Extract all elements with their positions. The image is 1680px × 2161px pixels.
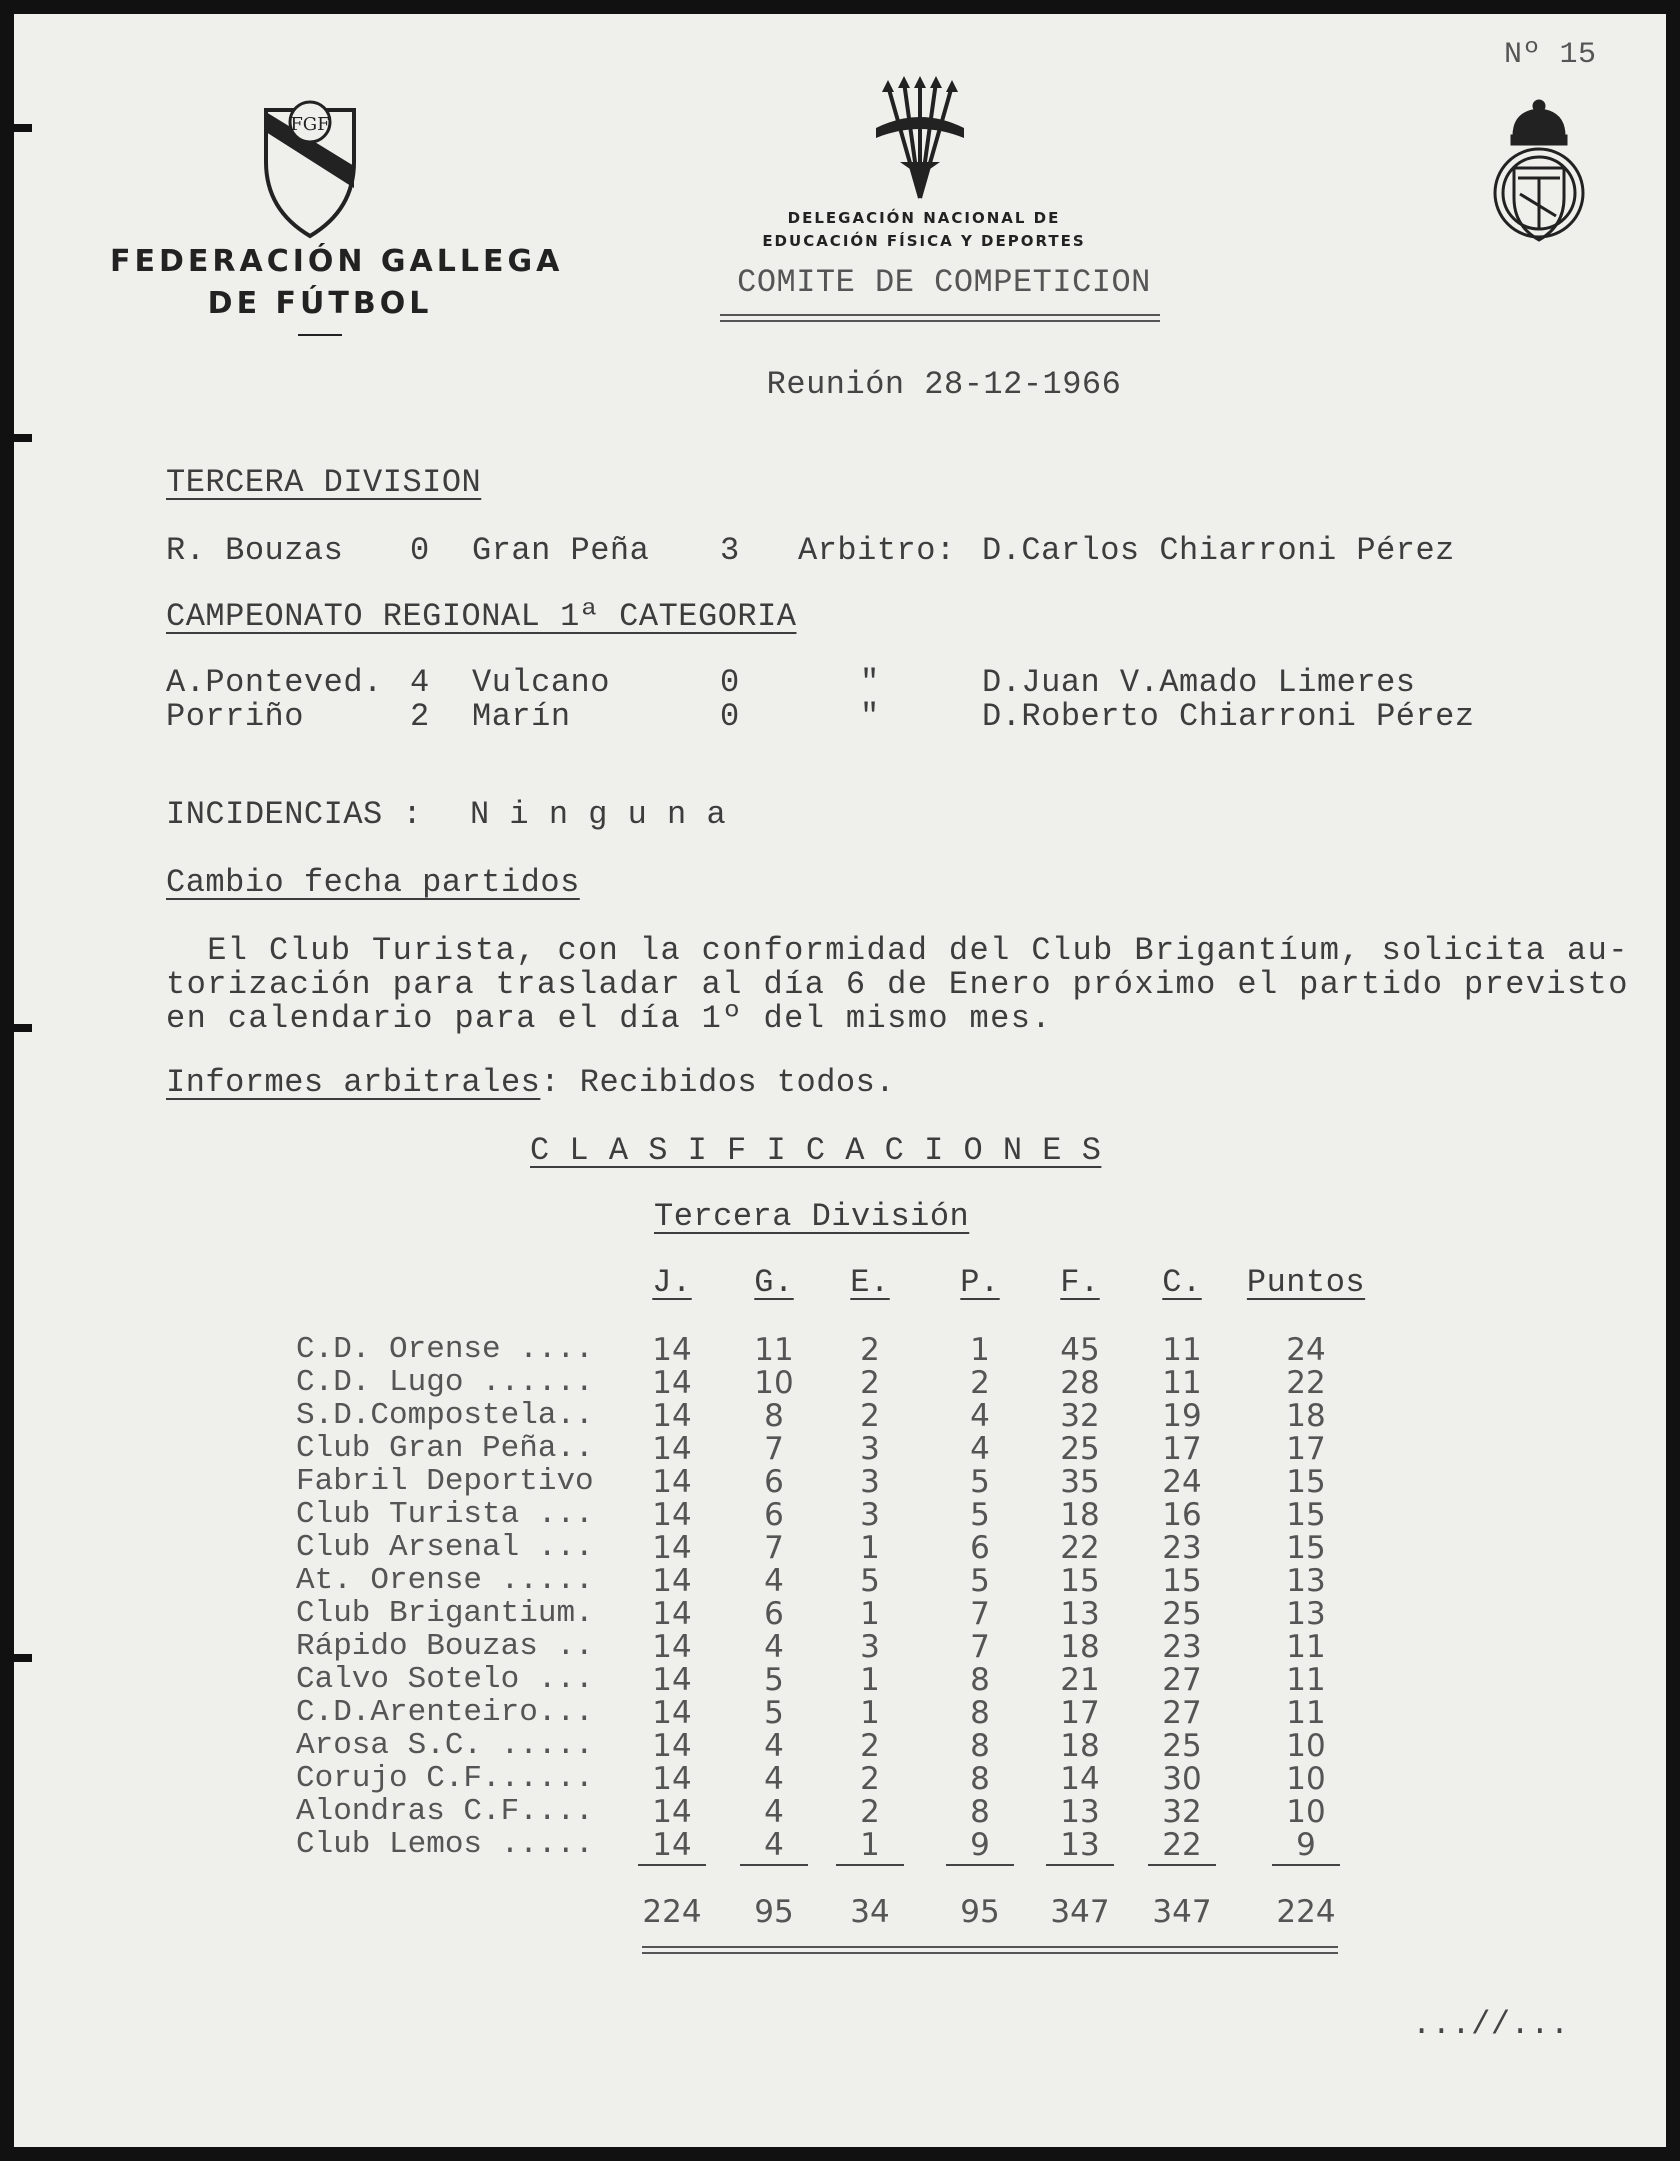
federation-crest-icon bbox=[260, 92, 360, 242]
team-name: Arosa S.C. ..... bbox=[296, 1728, 594, 1763]
total-cell: 224 bbox=[642, 1894, 702, 1930]
regional-heading: CAMPEONATO REGIONAL 1ª CATEGORIA bbox=[166, 598, 797, 635]
stat-cell: 17 bbox=[1060, 1695, 1100, 1731]
team-name: Fabril Deportivo bbox=[296, 1464, 594, 1499]
stat-cell: 3 bbox=[860, 1497, 880, 1533]
stat-cell: 14 bbox=[652, 1728, 692, 1764]
stat-cell: 24 bbox=[1162, 1464, 1202, 1500]
column-sum-rule bbox=[740, 1864, 808, 1866]
stat-cell: 4 bbox=[764, 1827, 784, 1863]
regional-match-away: Marín bbox=[472, 698, 571, 735]
team-name: Club Arsenal ... bbox=[296, 1530, 594, 1565]
stat-cell: 1 bbox=[860, 1827, 880, 1863]
team-name: C.D. Lugo ...... bbox=[296, 1365, 594, 1400]
ditto-mark: " bbox=[860, 698, 880, 735]
stat-cell: 18 bbox=[1060, 1629, 1100, 1665]
stat-cell: 23 bbox=[1162, 1629, 1202, 1665]
stat-cell: 15 bbox=[1060, 1563, 1100, 1599]
team-name: At. Orense ..... bbox=[296, 1563, 594, 1598]
regional-match-referee: D.Roberto Chiarroni Pérez bbox=[982, 698, 1475, 735]
informes-label: Informes arbitrales bbox=[166, 1064, 541, 1101]
stat-cell: 32 bbox=[1162, 1794, 1202, 1830]
match-away-team: Gran Peña bbox=[472, 532, 650, 569]
stat-cell: 14 bbox=[652, 1596, 692, 1632]
stat-cell: 28 bbox=[1060, 1365, 1100, 1401]
stat-cell: 4 bbox=[970, 1431, 990, 1467]
stat-cell: 25 bbox=[1060, 1431, 1100, 1467]
stat-cell: 16 bbox=[1162, 1497, 1202, 1533]
stat-cell: 13 bbox=[1286, 1563, 1326, 1599]
column-header: E. bbox=[850, 1264, 890, 1301]
column-sum-rule bbox=[638, 1864, 706, 1866]
stat-cell: 27 bbox=[1162, 1695, 1202, 1731]
column-header: F. bbox=[1060, 1264, 1100, 1301]
binder-mark bbox=[14, 434, 32, 442]
stat-cell: 2 bbox=[860, 1761, 880, 1797]
match-home-team: R. Bouzas bbox=[166, 532, 344, 569]
column-sum-rule bbox=[1272, 1864, 1340, 1866]
stat-cell: 14 bbox=[652, 1761, 692, 1797]
column-header: P. bbox=[960, 1264, 1000, 1301]
total-cell: 95 bbox=[754, 1894, 794, 1930]
stat-cell: 14 bbox=[652, 1794, 692, 1830]
column-header: G. bbox=[754, 1264, 794, 1301]
stat-cell: 4 bbox=[970, 1398, 990, 1434]
team-name: Calvo Sotelo ... bbox=[296, 1662, 594, 1697]
regional-match-away-score: 0 bbox=[720, 698, 740, 735]
stat-cell: 11 bbox=[1286, 1629, 1326, 1665]
stat-cell: 8 bbox=[970, 1761, 990, 1797]
document-page bbox=[14, 14, 1666, 2147]
total-cell: 224 bbox=[1276, 1894, 1336, 1930]
stat-cell: 13 bbox=[1060, 1596, 1100, 1632]
column-header: J. bbox=[652, 1264, 692, 1301]
total-cell: 347 bbox=[1152, 1894, 1212, 1930]
yoke-arrows-emblem-icon bbox=[870, 76, 970, 206]
team-name: Club Brigantium. bbox=[296, 1596, 594, 1631]
stat-cell: 35 bbox=[1060, 1464, 1100, 1500]
stat-cell: 9 bbox=[1296, 1827, 1316, 1863]
stat-cell: 5 bbox=[764, 1662, 784, 1698]
regional-match-home-score: 4 bbox=[410, 664, 430, 701]
stat-cell: 3 bbox=[860, 1629, 880, 1665]
informes-text: : Recibidos todos. bbox=[540, 1064, 896, 1101]
regional-match-home: A.Ponteved. bbox=[166, 664, 383, 701]
stat-cell: 14 bbox=[652, 1431, 692, 1467]
match-away-score: 3 bbox=[720, 532, 740, 569]
referee-name: D.Carlos Chiarroni Pérez bbox=[982, 532, 1455, 569]
stat-cell: 2 bbox=[860, 1728, 880, 1764]
stat-cell: 5 bbox=[970, 1464, 990, 1500]
delegation-line1: DELEGACIÓN NACIONAL DE bbox=[787, 209, 1061, 227]
stat-cell: 6 bbox=[970, 1530, 990, 1566]
stat-cell: 14 bbox=[652, 1332, 692, 1368]
stat-cell: 14 bbox=[652, 1365, 692, 1401]
team-name: Alondras C.F.... bbox=[296, 1794, 594, 1829]
stat-cell: 11 bbox=[1286, 1662, 1326, 1698]
committee-title: COMITE DE COMPETICION bbox=[737, 264, 1151, 301]
stat-cell: 13 bbox=[1060, 1827, 1100, 1863]
stat-cell: 8 bbox=[970, 1695, 990, 1731]
stat-cell: 3 bbox=[860, 1431, 880, 1467]
stat-cell: 1 bbox=[860, 1596, 880, 1632]
total-cell: 347 bbox=[1050, 1894, 1110, 1930]
totals-double-rule bbox=[642, 1946, 1338, 1954]
stat-cell: 9 bbox=[970, 1827, 990, 1863]
total-cell: 34 bbox=[850, 1894, 890, 1930]
stat-cell: 14 bbox=[652, 1497, 692, 1533]
stat-cell: 19 bbox=[1162, 1398, 1202, 1434]
stat-cell: 6 bbox=[764, 1464, 784, 1500]
stat-cell: 14 bbox=[652, 1629, 692, 1665]
stat-cell: 11 bbox=[1162, 1332, 1202, 1368]
stat-cell: 7 bbox=[970, 1596, 990, 1632]
stat-cell: 4 bbox=[764, 1761, 784, 1797]
stat-cell: 15 bbox=[1286, 1464, 1326, 1500]
team-name: C.D. Orense .... bbox=[296, 1332, 594, 1367]
regional-match-away-score: 0 bbox=[720, 664, 740, 701]
stat-cell: 14 bbox=[652, 1662, 692, 1698]
stat-cell: 7 bbox=[970, 1629, 990, 1665]
regional-match-home: Porriño bbox=[166, 698, 304, 735]
stat-cell: 15 bbox=[1162, 1563, 1202, 1599]
stat-cell: 8 bbox=[970, 1794, 990, 1830]
document-number: Nº 15 bbox=[1504, 38, 1597, 72]
cambio-paragraph-line: en calendario para el día 1º del mismo mes. bbox=[166, 1000, 1052, 1037]
stat-cell: 25 bbox=[1162, 1596, 1202, 1632]
regional-match-home-score: 2 bbox=[410, 698, 430, 735]
stat-cell: 14 bbox=[1060, 1761, 1100, 1797]
stat-cell: 10 bbox=[1286, 1761, 1326, 1797]
team-name: C.D.Arenteiro... bbox=[296, 1695, 594, 1730]
column-sum-rule bbox=[836, 1864, 904, 1866]
stat-cell: 2 bbox=[860, 1794, 880, 1830]
stat-cell: 10 bbox=[1286, 1794, 1326, 1830]
referee-label: Arbitro: bbox=[798, 532, 956, 569]
royal-federation-crest-icon bbox=[1484, 98, 1594, 258]
stat-cell: 22 bbox=[1286, 1365, 1326, 1401]
stat-cell: 5 bbox=[860, 1563, 880, 1599]
column-sum-rule bbox=[946, 1864, 1014, 1866]
stat-cell: 14 bbox=[652, 1563, 692, 1599]
stat-cell: 1 bbox=[860, 1530, 880, 1566]
stat-cell: 14 bbox=[652, 1827, 692, 1863]
stat-cell: 4 bbox=[764, 1794, 784, 1830]
regional-match-away: Vulcano bbox=[472, 664, 610, 701]
binder-mark bbox=[14, 1654, 32, 1662]
stat-cell: 11 bbox=[754, 1332, 794, 1368]
stat-cell: 15 bbox=[1286, 1497, 1326, 1533]
stat-cell: 23 bbox=[1162, 1530, 1202, 1566]
stat-cell: 14 bbox=[652, 1398, 692, 1434]
stat-cell: 4 bbox=[764, 1728, 784, 1764]
stat-cell: 11 bbox=[1286, 1695, 1326, 1731]
cambio-paragraph-line: El Club Turista, con la conformidad del Club Brigantíum, solicita au- bbox=[166, 932, 1629, 969]
column-sum-rule bbox=[1148, 1864, 1216, 1866]
team-name: Rápido Bouzas .. bbox=[296, 1629, 594, 1664]
meeting-date: Reunión 28-12-1966 bbox=[766, 366, 1122, 403]
stat-cell: 30 bbox=[1162, 1761, 1202, 1797]
stat-cell: 4 bbox=[764, 1629, 784, 1665]
ditto-mark: " bbox=[860, 664, 880, 701]
stat-cell: 18 bbox=[1060, 1497, 1100, 1533]
stat-cell: 6 bbox=[764, 1596, 784, 1632]
stat-cell: 18 bbox=[1060, 1728, 1100, 1764]
stat-cell: 13 bbox=[1286, 1596, 1326, 1632]
informes-line bbox=[166, 1064, 895, 1101]
stat-cell: 13 bbox=[1060, 1794, 1100, 1830]
stat-cell: 22 bbox=[1060, 1530, 1100, 1566]
team-name: Club Gran Peña.. bbox=[296, 1431, 594, 1466]
stat-cell: 24 bbox=[1286, 1332, 1326, 1368]
incidencias-value: N i n g u n a bbox=[470, 796, 727, 833]
stat-cell: 2 bbox=[860, 1398, 880, 1434]
stat-cell: 18 bbox=[1286, 1398, 1326, 1434]
stat-cell: 2 bbox=[860, 1332, 880, 1368]
team-name: Corujo C.F...... bbox=[296, 1761, 594, 1796]
continuation-mark: ...//... bbox=[1412, 2006, 1570, 2043]
stat-cell: 10 bbox=[754, 1365, 794, 1401]
federation-name-line1: FEDERACIÓN GALLEGA bbox=[110, 244, 564, 279]
stat-cell: 5 bbox=[970, 1497, 990, 1533]
stat-cell: 2 bbox=[860, 1365, 880, 1401]
stat-cell: 1 bbox=[970, 1332, 990, 1368]
svg-text:FGF: FGF bbox=[290, 114, 330, 135]
stat-cell: 10 bbox=[1286, 1728, 1326, 1764]
stat-cell: 8 bbox=[970, 1728, 990, 1764]
stat-cell: 11 bbox=[1162, 1365, 1202, 1401]
stat-cell: 14 bbox=[652, 1530, 692, 1566]
stat-cell: 2 bbox=[970, 1365, 990, 1401]
column-sum-rule bbox=[1046, 1864, 1114, 1866]
federation-name-line2: DE FÚTBOL bbox=[207, 286, 433, 321]
stat-cell: 22 bbox=[1162, 1827, 1202, 1863]
stat-cell: 14 bbox=[652, 1464, 692, 1500]
stat-cell: 6 bbox=[764, 1497, 784, 1533]
total-cell: 95 bbox=[960, 1894, 1000, 1930]
column-header: C. bbox=[1162, 1264, 1202, 1301]
committee-double-rule bbox=[720, 314, 1160, 322]
cambio-heading: Cambio fecha partidos bbox=[166, 864, 580, 901]
regional-match-referee: D.Juan V.Amado Limeres bbox=[982, 664, 1416, 701]
clasificaciones-subtitle: Tercera División bbox=[654, 1198, 970, 1235]
team-name: S.D.Compostela.. bbox=[296, 1398, 594, 1433]
clasificaciones-title: C L A S I F I C A C I O N E S bbox=[530, 1132, 1102, 1169]
team-name: Club Lemos ..... bbox=[296, 1827, 594, 1862]
stat-cell: 17 bbox=[1162, 1431, 1202, 1467]
federation-divider bbox=[298, 334, 342, 336]
stat-cell: 21 bbox=[1060, 1662, 1100, 1698]
binder-mark bbox=[14, 1024, 32, 1032]
team-name: Club Turista ... bbox=[296, 1497, 594, 1532]
stat-cell: 7 bbox=[764, 1431, 784, 1467]
stat-cell: 8 bbox=[970, 1662, 990, 1698]
stat-cell: 32 bbox=[1060, 1398, 1100, 1434]
stat-cell: 1 bbox=[860, 1662, 880, 1698]
column-header: Puntos bbox=[1246, 1264, 1366, 1301]
stat-cell: 1 bbox=[860, 1695, 880, 1731]
stat-cell: 45 bbox=[1060, 1332, 1100, 1368]
stat-cell: 14 bbox=[652, 1695, 692, 1731]
incidencias-label: INCIDENCIAS : bbox=[166, 796, 423, 833]
stat-cell: 5 bbox=[970, 1563, 990, 1599]
delegation-line2: EDUCACIÓN FÍSICA Y DEPORTES bbox=[762, 232, 1086, 250]
stat-cell: 8 bbox=[764, 1398, 784, 1434]
stat-cell: 3 bbox=[860, 1464, 880, 1500]
stat-cell: 7 bbox=[764, 1530, 784, 1566]
cambio-paragraph-line: torización para trasladar al día 6 de Enero próximo el partido previsto bbox=[166, 966, 1629, 1003]
match-home-score: 0 bbox=[410, 532, 430, 569]
stat-cell: 27 bbox=[1162, 1662, 1202, 1698]
binder-mark bbox=[14, 124, 32, 132]
tercera-division-heading: TERCERA DIVISION bbox=[166, 464, 482, 501]
stat-cell: 17 bbox=[1286, 1431, 1326, 1467]
stat-cell: 25 bbox=[1162, 1728, 1202, 1764]
stat-cell: 15 bbox=[1286, 1530, 1326, 1566]
stat-cell: 5 bbox=[764, 1695, 784, 1731]
stat-cell: 4 bbox=[764, 1563, 784, 1599]
